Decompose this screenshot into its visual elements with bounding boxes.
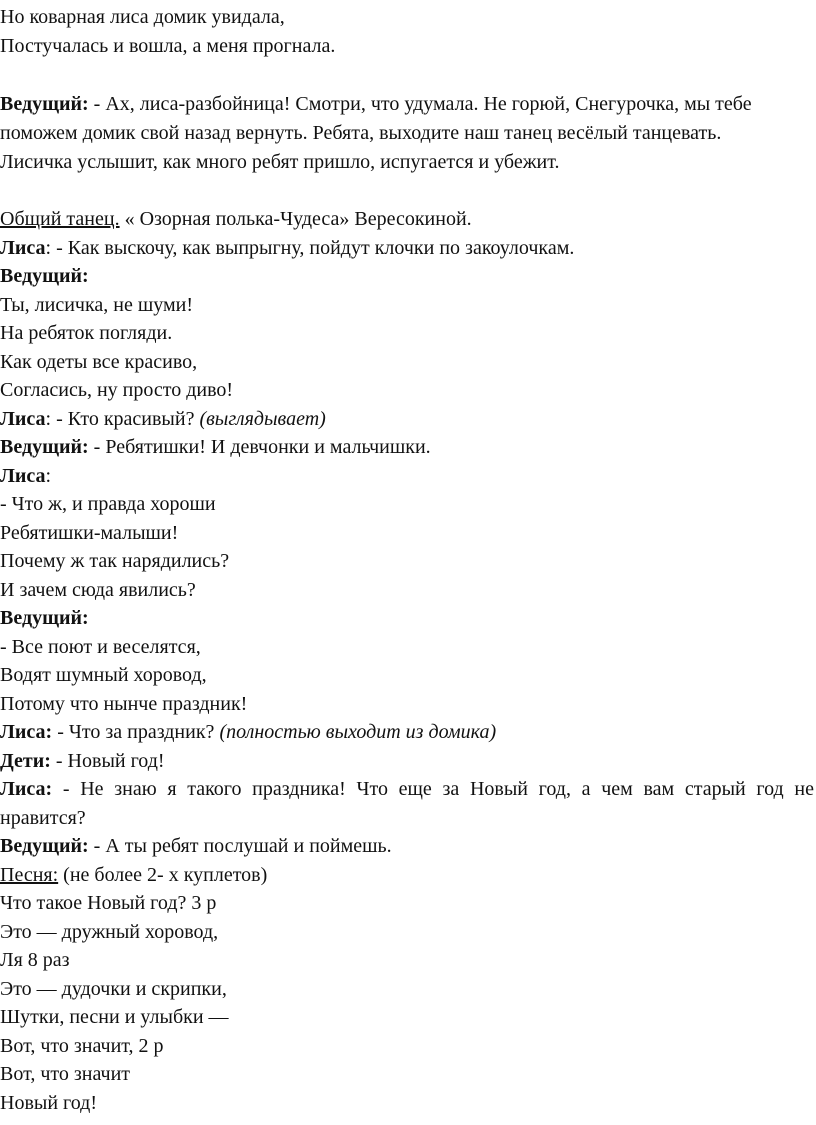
text-line (0, 406, 816, 432)
text-segment: Ля 8 раз (0, 949, 70, 971)
text-line (0, 491, 816, 517)
text-segment: - Что ж, и правда хороши (0, 493, 216, 515)
text-line (0, 605, 816, 631)
text-line (0, 634, 816, 660)
speaker-label: Ведущий: (0, 835, 89, 857)
text-segment: - Что за праздник? (52, 721, 220, 743)
text-line (0, 776, 814, 802)
text-segment: Вот, что значит (0, 1063, 131, 1085)
text-line (0, 890, 816, 916)
section-label: Песня: (0, 864, 59, 886)
speaker-label: Ведущий: (0, 265, 89, 287)
text-line (0, 947, 816, 973)
text-segment: поможем домик свой назад вернуть. Ребята, выходите наш танец весёлый танцевать. (0, 122, 722, 144)
text-segment: (не более 2- х куплетов) (58, 864, 268, 886)
text-segment: Что такое Новый год? 3 р (0, 892, 217, 914)
text-line (0, 377, 816, 403)
section-label: Общий танец. (0, 208, 120, 230)
text-line (0, 520, 816, 546)
text-line (0, 1061, 816, 1087)
text-segment: « Озорная полька-Чудеса» Вересокиной. (119, 208, 472, 230)
text-line (0, 33, 816, 59)
text-line (0, 691, 816, 717)
text-segment: - Ах, лиса-разбойница! Смотри, что удумала. Не горюй, Снегурочка, мы тебе (88, 93, 752, 115)
text-line (0, 862, 816, 888)
text-segment: Согласись, ну просто диво! (0, 379, 234, 401)
text-line (0, 263, 816, 289)
text-segment: - Не знаю я такого праздника! Что еще за Новый год, а чем вам старый год не (52, 778, 814, 800)
text-line (0, 976, 816, 1002)
text-line (0, 577, 816, 603)
text-segment: Вот, что значит, 2 р (0, 1035, 164, 1057)
speaker-label: Ведущий: (0, 93, 89, 115)
speaker-label: Лиса (0, 408, 46, 430)
text-segment: Ты, лисичка, не шуми! (0, 294, 194, 316)
text-segment: Это — дудочки и скрипки, (0, 978, 227, 1000)
text-line (0, 1004, 816, 1030)
text-segment: : (45, 465, 52, 487)
text-line (0, 719, 816, 745)
text-segment: - Ребятишки! И девчонки и мальчишки. (88, 436, 431, 458)
text-line (0, 349, 816, 375)
text-line (0, 1090, 816, 1116)
speaker-label: Ведущий: (0, 436, 89, 458)
text-segment: - Все поют и веселятся, (0, 636, 201, 658)
text-segment: Но коварная лиса домик увидала, (0, 6, 285, 28)
text-segment: нравится? (0, 807, 86, 829)
text-segment: Новый год! (0, 1092, 97, 1114)
speaker-label: Лиса (0, 237, 46, 259)
stage-direction: (выглядывает) (199, 408, 326, 430)
text-line (0, 662, 816, 688)
speaker-label: Ведущий: (0, 607, 89, 629)
text-segment: - А ты ребят послушай и поймешь. (88, 835, 392, 857)
text-line (0, 1033, 816, 1059)
text-segment: Это — дружный хоровод, (0, 921, 219, 943)
text-segment: Потому что нынче праздник! (0, 693, 248, 715)
text-line (0, 833, 816, 859)
text-segment: Шутки, песни и улыбки — (0, 1006, 229, 1028)
speaker-label: Лиса: (0, 778, 53, 800)
text-segment: Почему ж так нарядились? (0, 550, 230, 572)
text-line (0, 292, 816, 318)
text-segment: Водят шумный хоровод, (0, 664, 207, 686)
speaker-label: Дети: (0, 750, 51, 772)
text-segment: Как одеты все красиво, (0, 351, 198, 373)
text-line (0, 548, 816, 574)
text-line (0, 4, 816, 30)
text-segment: На ребяток погляди. (0, 322, 173, 344)
text-line (0, 320, 816, 346)
text-segment: : - Как выскочу, как выпрыгну, пойдут клочки по закоулочкам. (45, 237, 575, 259)
speaker-label: Лиса: (0, 721, 53, 743)
text-line (0, 206, 816, 232)
text-line (0, 463, 816, 489)
text-line (0, 149, 816, 175)
text-segment: Лисичка услышит, как много ребят пришло, испугается и убежит. (0, 151, 560, 173)
text-segment: Постучалась и вошла, а меня прогнала. (0, 35, 336, 57)
text-line (0, 235, 816, 261)
text-line (0, 919, 816, 945)
speaker-label: Лиса (0, 465, 46, 487)
text-segment: И зачем сюда явились? (0, 579, 196, 601)
text-segment: : - Кто красивый? (45, 408, 200, 430)
text-segment: Ребятишки-малыши! (0, 522, 179, 544)
text-line (0, 748, 816, 774)
text-line (0, 91, 816, 117)
text-line (0, 434, 816, 460)
text-line (0, 805, 816, 831)
stage-direction: (полностью выходит из домика) (219, 721, 497, 743)
text-line (0, 120, 816, 146)
text-segment: - Новый год! (50, 750, 165, 772)
